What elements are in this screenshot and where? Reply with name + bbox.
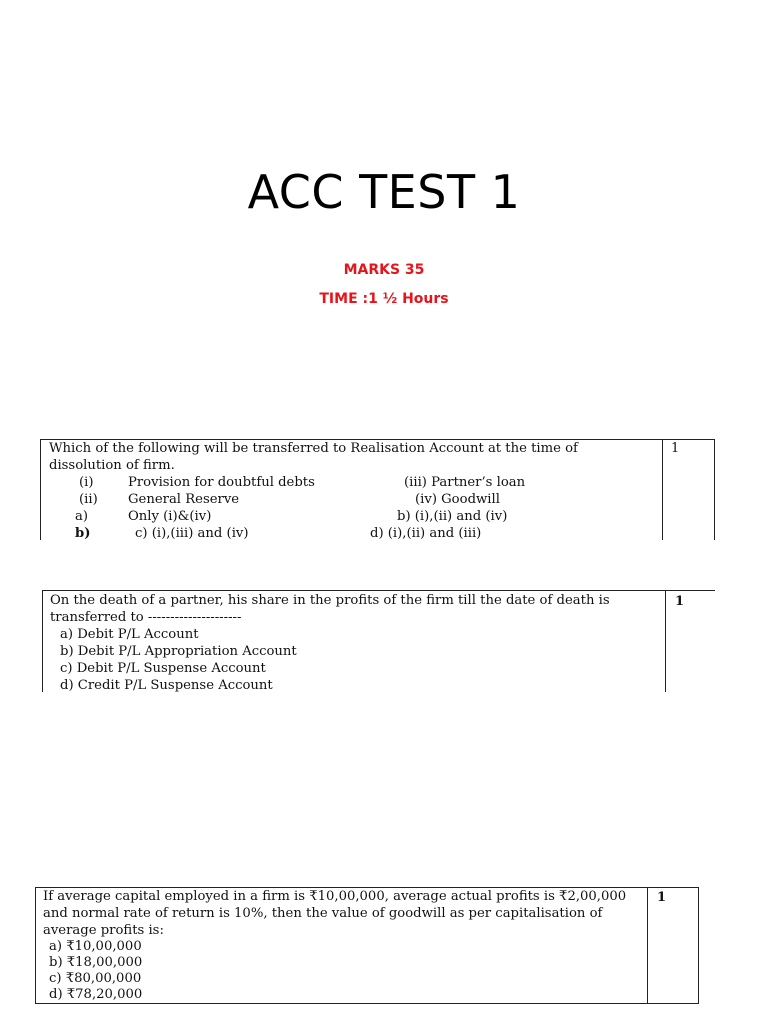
q1-stem-line1: Which of the following will be transferred to Realisation Account at the time of [49, 441, 578, 456]
q1-option-d-text: d) (i),(ii) and (iii) [370, 526, 482, 541]
q1-top-border [40, 439, 715, 440]
q2-option-a: a) Debit P/L Account [60, 627, 199, 642]
q2-top-border [42, 590, 715, 591]
question-1 [40, 439, 715, 540]
q3-stem-line3: average profits is: [43, 923, 164, 938]
q1-item-ii-text: General Reserve [128, 492, 240, 507]
q3-stem-line2: and normal rate of return is 10%, then the value of goodwill as per capitalisation of [43, 906, 603, 921]
q1-mark: 1 [671, 441, 680, 456]
q2-mark: 1 [675, 594, 685, 609]
q3-right-border [698, 887, 699, 1004]
q1-right-border [714, 439, 715, 540]
question-2 [42, 590, 715, 692]
q2-option-b: b) Debit P/L Appropriation Account [60, 644, 297, 659]
q3-mark: 1 [657, 890, 667, 905]
q3-divider [647, 887, 648, 1004]
q2-option-c: c) Debit P/L Suspense Account [60, 661, 266, 676]
q3-stem-line1: If average capital employed in a firm is ₹10,00,000, average actual profits is ₹2,00,000 [43, 889, 627, 904]
q2-divider [665, 590, 666, 692]
q1-item-i-text: Provision for doubtful debts [128, 475, 315, 490]
page-title: ACC TEST 1 [247, 165, 521, 219]
q2-option-d: d) Credit P/L Suspense Account [60, 678, 273, 693]
q3-top-border [35, 887, 699, 888]
q3-option-a: a) ₹10,00,000 [49, 939, 142, 954]
q1-stem-line2: dissolution of firm. [49, 458, 175, 473]
q2-stem-line1: On the death of a partner, his share in the profits of the firm till the date of death is [50, 593, 610, 608]
q3-option-b: b) ₹18,00,000 [49, 955, 143, 970]
q1-item-iii: (iii) Partner’s loan [404, 475, 526, 490]
q1-option-b-label: b) [75, 526, 91, 541]
q2-stem-line2: transferred to --------------------- [50, 610, 242, 625]
q1-divider [662, 439, 663, 540]
q1-item-i-num: (i) [79, 475, 94, 490]
q3-option-d: d) ₹78,20,000 [49, 987, 143, 1002]
q1-left-border [40, 439, 41, 540]
q2-left-border [42, 590, 43, 692]
q1-item-iv: (iv) Goodwill [415, 492, 500, 507]
marks-label: MARKS 35 [343, 262, 425, 278]
q3-left-border [35, 887, 36, 1004]
time-label: TIME :1 ½ Hours [319, 291, 449, 307]
q1-item-ii-num: (ii) [79, 492, 98, 507]
q1-option-a-text: Only (i)&(iv) [128, 509, 212, 524]
question-3 [35, 887, 699, 1004]
q1-option-b-text: b) (i),(ii) and (iv) [397, 509, 508, 524]
q1-option-a-label: a) [75, 509, 89, 524]
q3-option-c: c) ₹80,00,000 [49, 971, 142, 986]
q1-option-c-text: c) (i),(iii) and (iv) [135, 526, 249, 541]
